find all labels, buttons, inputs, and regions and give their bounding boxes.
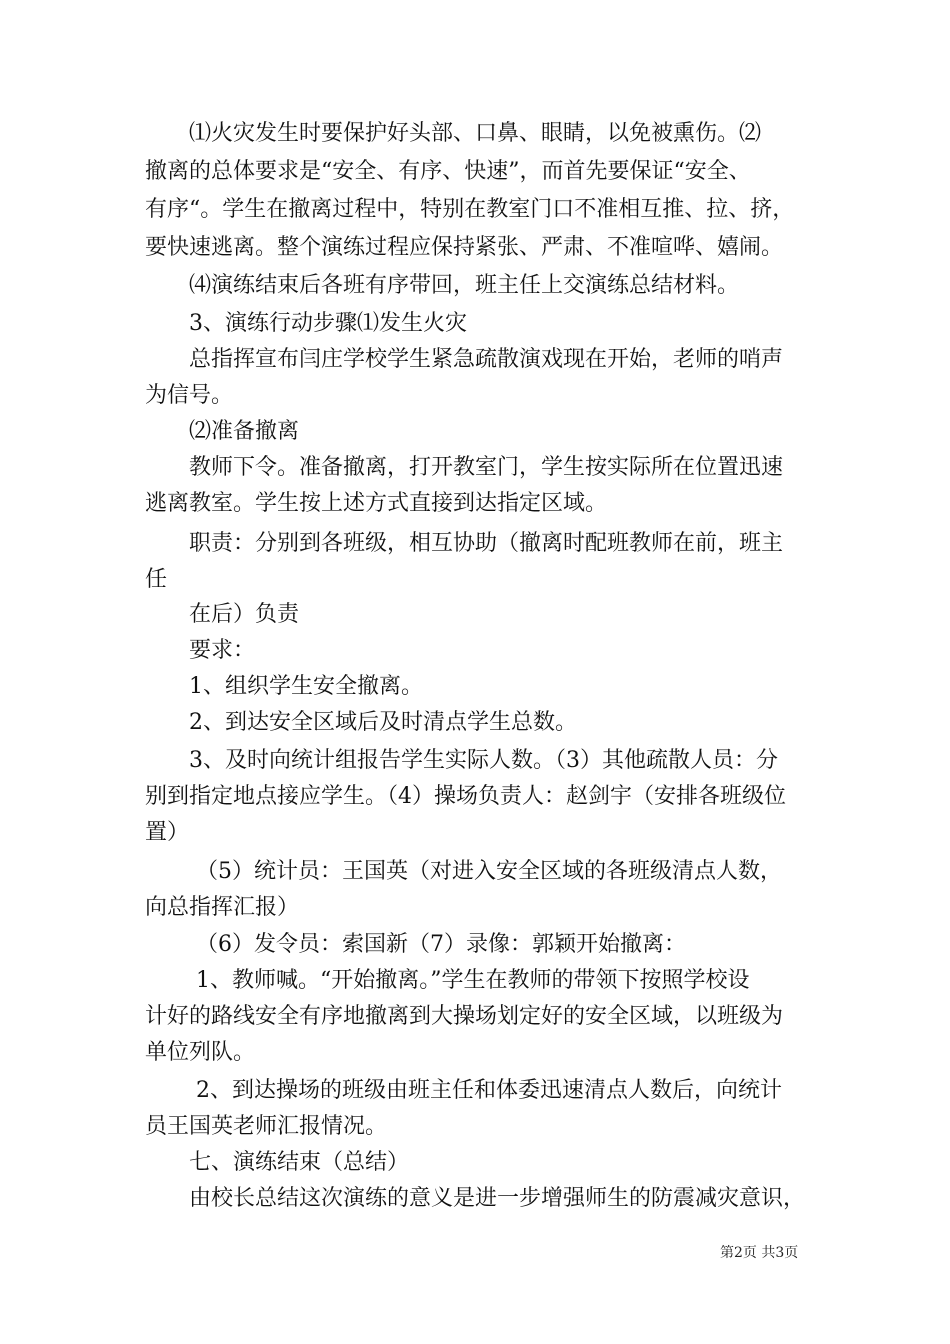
text-line: 2、到达操场的班级由班主任和体委迅速清点人数后，向统计 [145,1078,782,1103]
text-line: 教师下令。准备撤离，打开教室门，学生按实际所在位置迅速 [145,455,784,480]
text-line: 1、组织学生安全撤离。 [145,674,423,699]
text-line: 向总指挥汇报） [145,895,300,920]
text-line: （5）统计员：王国英（对进入安全区域的各班级清点人数， [145,859,782,884]
text-line: 1、教师喊。“开始撤离。”学生在教师的带领下按照学校设 [145,968,750,993]
text-line: ⑴火灾发生时要保护好头部、口鼻、眼睛，以免被熏伤。⑵ [145,121,762,146]
text-line: 为信号。 [145,383,234,408]
text-line: （6）发令员：索国新（7）录像：郭颖开始撤离： [145,932,686,957]
text-line: 职责：分别到各班级，相互协助（撤离时配班教师在前，班主 [145,531,784,556]
text-line: ⑷演练结束后各班有序带回，班主任上交演练总结材料。 [145,273,740,298]
text-line: 3、演练行动步骤⑴发生火灾 [145,311,467,336]
text-line: ⑵准备撤离 [145,419,300,444]
text-line: 在后）负责 [145,602,300,627]
text-line: 3、及时向统计组报告学生实际人数。（3）其他疏散人员：分 [145,748,778,773]
text-line: 要求： [145,638,256,663]
text-line: 撤离的总体要求是“安全、有序、快速”，而首先要保证“安全、 [145,159,751,184]
text-line: 由校长总结这次演练的意义是进一步增强师生的防震减灾意识， [145,1186,806,1211]
text-line: 2、到达安全区域后及时清点学生总数。 [145,710,577,735]
text-line: 置） [145,820,190,845]
text-line: 任 [145,567,168,592]
text-line: 要快速逃离。整个演练过程应保持紧张、严肃、不准喧哗、嬉闹。 [145,235,784,260]
text-line: 七、演练结束（总结） [145,1150,410,1175]
text-line: 有序“。学生在撤离过程中，特别在教室门口不准相互推、拉、挤， [145,197,795,222]
text-line: 总指挥宣布闫庄学校学生紧急疏散演戏现在开始，老师的哨声 [145,347,784,372]
text-line: 计好的路线安全有序地撤离到大操场划定好的安全区域，以班级为 [145,1004,784,1029]
text-line: 逃离教室。学生按上述方式直接到达指定区域。 [145,491,608,516]
text-line: 别到指定地点接应学生。（4）操场负责人：赵剑宇（安排各班级位 [145,784,786,809]
text-line: 员王国英老师汇报情况。 [145,1114,388,1139]
page-number: 第2页 共3页 [720,1245,799,1261]
text-line: 单位列队。 [145,1040,256,1065]
